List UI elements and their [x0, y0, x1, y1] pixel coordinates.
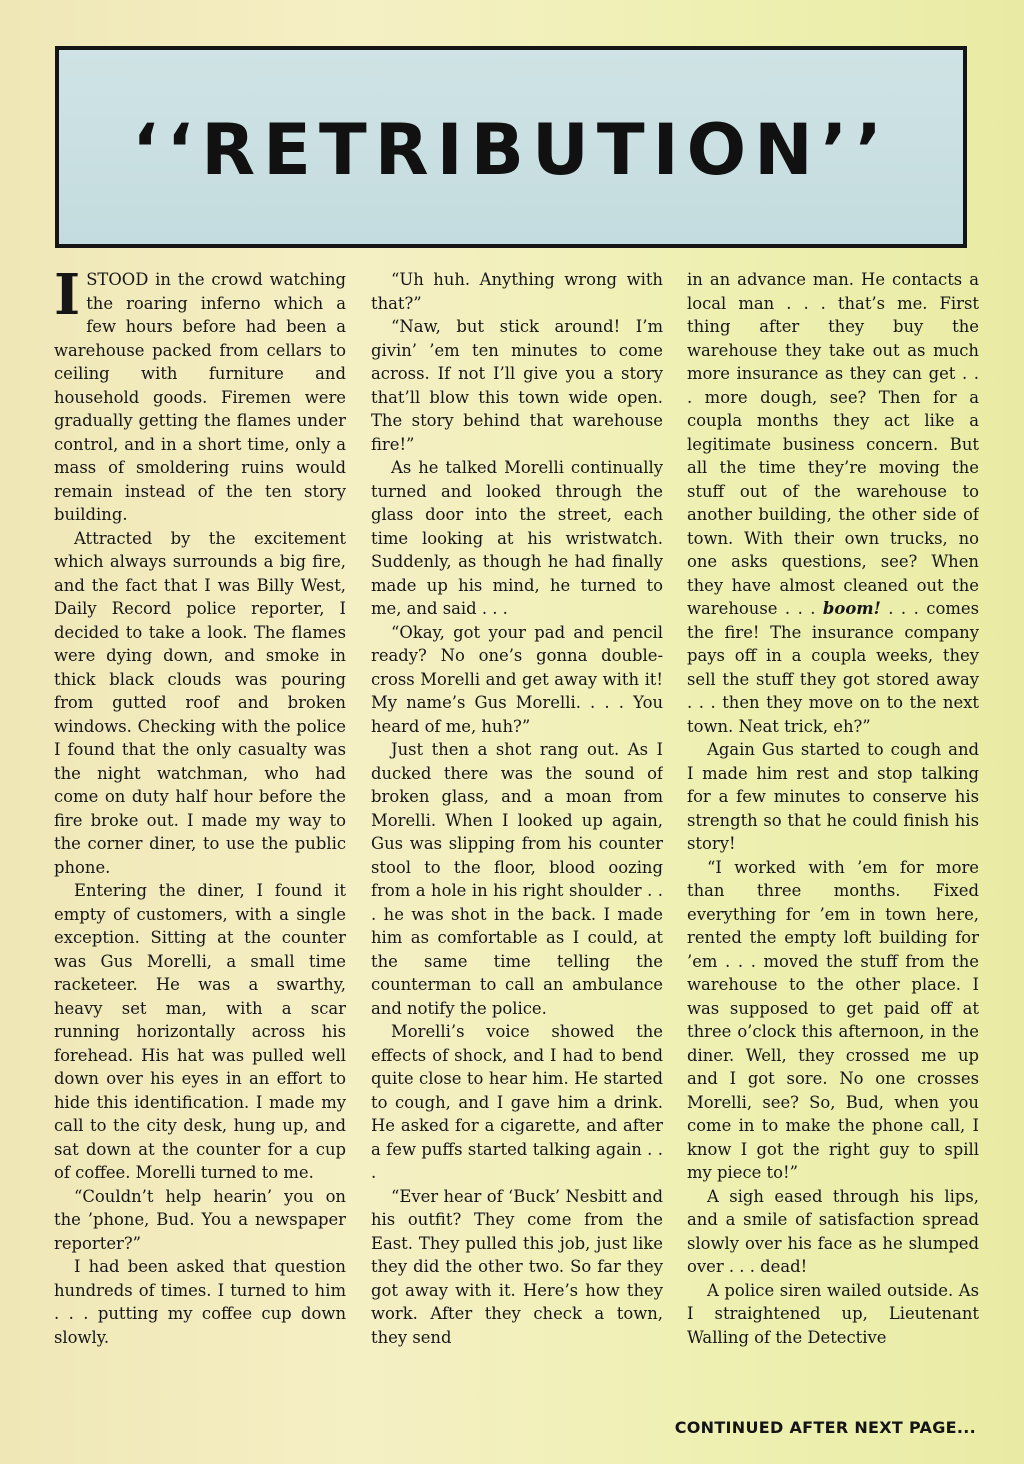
- paragraph: A police siren wailed outside. As I straightened up, Lieutenant Walling of the Detective: [687, 1280, 979, 1347]
- paragraph: “Uh huh. Anything wrong with that?”: [371, 270, 663, 313]
- story-title: ‘‘RETRIBUTION’’: [132, 109, 890, 191]
- paragraph: “Okay, got your pad and pencil ready? No one’s gonna double-cross Morelli and get away with it! My name’s Gus Morelli. . . . You heard of me, huh?”: [371, 622, 663, 736]
- paragraph: Just then a shot rang out. As I ducked there was the sound of broken glass, and a moan from Morelli. When I looked up again, Gus was slipping from his counter stool to the floor, blood oozing from a hole in his right shoulder . . . he was shot in the back. I made him as comfortable as I could, at the same time telling the counterman to call an ambulance and notify the police.: [371, 740, 663, 1018]
- paragraph: “I worked with ’em for more than three months. Fixed everything for ’em in town here, rented the empty loft building for ’em . . . moved the stuff from the warehouse to the other place. I was supposed to get paid off at three o’clock this afternoon, in the diner. Well, they crossed me up and I got sore. No one crosses Morelli, see? So, Bud, when you come in to make the phone call, I know I got the right guy to spill my piece to!”: [687, 857, 979, 1182]
- paragraph-text: STOOD in the crowd watching the roaring inferno which a few hours before had been a warehouse packed from cellars to ceiling with furniture and household goods. Firemen were gradually getting the flames under control, and in a short time, only a mass of smoldering ruins would remain instead of the ten story building.: [54, 270, 346, 524]
- paragraph: Morelli’s voice showed the effects of shock, and I had to bend quite close to hear him. He started to cough, and I gave him a drink. He asked for a cigarette, and after a few puffs started talking again . . .: [371, 1022, 663, 1182]
- story-columns: [54, 268, 979, 1410]
- paragraph: Attracted by the excitement which always surrounds a big fire, and the fact that I was Billy West, Daily Record police reporter, I decided to take a look. The flames were dying down, and smoke in thick black clouds was pouring from gutted roof and broken windows. Checking with the police I found that the only casualty was the night watchman, who had come on duty half hour before the fire broke out. I made my way to the corner diner, to use the public phone.: [54, 528, 346, 877]
- paragraph: “Couldn’t help hearin’ you on the ’phone, Bud. You a newspaper reporter?”: [54, 1186, 346, 1253]
- paragraph: Entering the diner, I found it empty of customers, with a single exception. Sitting at the counter was Gus Morelli, a small time racketeer. He was a swarthy, heavy set man, with a scar running horizontally across his forehead. His hat was pulled well down over his eyes in an effort to hide this identification. I made my call to the city desk, hung up, and sat down at the counter for a cup of coffee. Morelli turned to me.: [54, 881, 346, 1182]
- paragraph: I had been asked that question hundreds of times. I turned to him . . . putting my coffee cup down slowly.: [54, 1257, 346, 1347]
- paragraph: As he talked Morelli continually turned and looked through the glass door into the street, each time looking at his wristwatch. Suddenly, as though he had finally made up his mind, he turned to me, and said . . .: [371, 458, 663, 618]
- text-column-2: [371, 268, 663, 1410]
- paragraph: [54, 268, 346, 527]
- drop-cap: I: [54, 268, 81, 328]
- continued-note: CONTINUED AFTER NEXT PAGE...: [674, 1418, 976, 1437]
- paragraph-text: in an advance man. He contacts a local man . . . that’s me. First thing after they buy the warehouse they take out as much more insurance as they can get . . . more dough, see? Then for a coupla months they act like a legitimate business concern. But all the time they’re moving the stuff out of the warehouse to another building, the other side of town. With their own trucks, no one asks questions, see? When they have almost cleaned out the warehouse . . .: [687, 270, 979, 618]
- paragraph: A sigh eased through his lips, and a smile of satisfaction spread slowly over his face as he slumped over . . . dead!: [687, 1186, 979, 1276]
- emphasis-text: boom!: [822, 599, 881, 618]
- paragraph-text: . . . comes the fire! The insurance company pays off in a coupla weeks, they sell the stuff they got stored away . . . then they move on to the next town. Neat trick, eh?”: [687, 599, 979, 736]
- title-banner: [55, 46, 967, 248]
- text-column-3: [687, 268, 979, 1410]
- paragraph: “Ever hear of ‘Buck’ Nesbitt and his outfit? They come from the East. They pulled this job, just like they did the other two. So far they got away with it. Here’s how they work. After they check a town, they send: [371, 1186, 663, 1347]
- paragraph: Again Gus started to cough and I made him rest and stop talking for a few minutes to conserve his strength so that he could finish his story!: [687, 740, 979, 853]
- text-column-1: [54, 268, 346, 1410]
- paragraph: “Naw, but stick around! I’m givin’ ’em ten minutes to come across. If not I’ll give you a story that’ll blow this town wide open. The story behind that warehouse fire!”: [371, 317, 663, 454]
- paragraph: [687, 268, 979, 738]
